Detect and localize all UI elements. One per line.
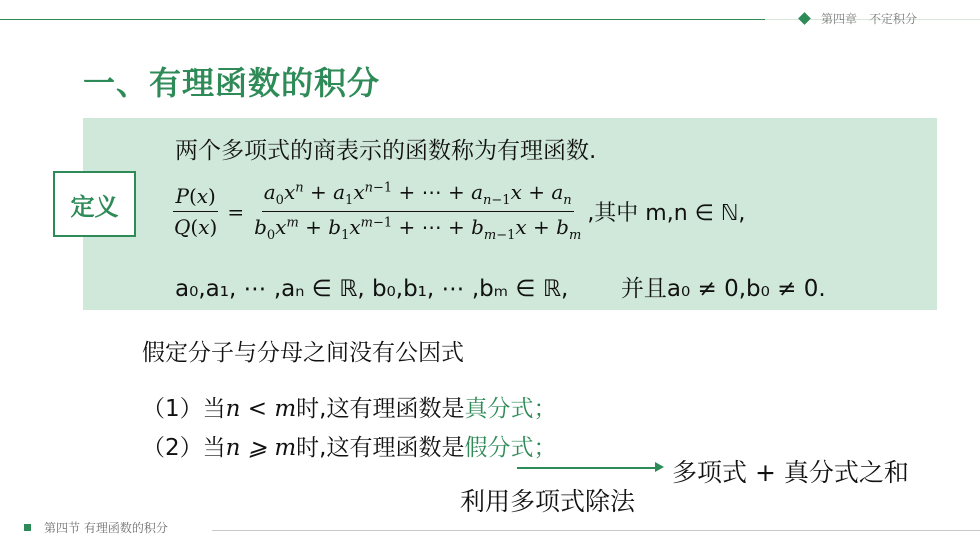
footer-section-label: 第四节 有理函数的积分 <box>44 521 168 535</box>
page-title: 一、有理函数的积分 <box>83 64 381 102</box>
conversion-result: 多项式 + 真分式之和 <box>672 458 909 487</box>
formula-tail: ,其中 m,n ∈ ℕ, <box>587 201 746 226</box>
case-improper-fraction <box>142 429 556 462</box>
coefficients-b: b₀,b₁, ⋯ ,bₘ ∈ ℝ, <box>371 276 569 302</box>
lhs-numerator: P(x) <box>173 184 217 212</box>
assumption-text: 假定分子与分母之间没有公因式 <box>142 340 464 366</box>
case-end: ； <box>533 435 557 461</box>
definition-text: 两个多项式的商表示的函数称为有理函数. <box>175 138 597 164</box>
case-prefix: （2）当 <box>142 435 226 461</box>
definition-badge: 定义 <box>53 171 136 237</box>
rational-function-formula <box>172 180 745 243</box>
rhs-numerator: $a_0x^n + a_1x^{n-1}$ + ⋯ + $a_{n-1}x + a_n$ <box>262 180 574 212</box>
rhs-denominator: $b_0x^m + b_1x^{m-1}$ + ⋯ + $b_{m-1}x + b_m$ <box>254 215 582 243</box>
coefficients-a: a₀,a₁, ⋯ ,aₙ ∈ ℝ, <box>175 276 365 302</box>
coefficient-line <box>175 270 826 303</box>
header-rule <box>0 19 765 20</box>
lhs-denominator: Q(x) <box>174 215 218 239</box>
case-term: 真分式 <box>464 396 534 422</box>
case-relation: n < m <box>225 396 297 422</box>
lhs-fraction <box>172 184 219 239</box>
case-relation: n ⩾ m <box>225 435 297 461</box>
chapter-tag <box>800 10 917 27</box>
case-proper-fraction <box>142 390 556 423</box>
conversion-arrow <box>517 467 657 469</box>
chapter-tag-label: 第四章 不定积分 <box>821 12 918 26</box>
arrow-head-icon <box>655 462 664 472</box>
case-end: ； <box>533 396 557 422</box>
equals-sign: = <box>227 199 245 224</box>
case-middle: 时,这有理函数是 <box>296 435 465 461</box>
leading-coefficient-condition: 并且a₀ ≠ 0,b₀ ≠ 0. <box>620 276 826 302</box>
case-prefix: （1）当 <box>142 396 226 422</box>
case-middle: 时,这有理函数是 <box>296 396 465 422</box>
case-term: 假分式 <box>464 435 534 461</box>
diamond-icon <box>798 12 811 25</box>
footer-rule <box>212 530 980 531</box>
conversion-method: 利用多项式除法 <box>460 487 636 516</box>
rhs-fraction <box>252 180 583 243</box>
footer-square-icon <box>24 524 31 531</box>
